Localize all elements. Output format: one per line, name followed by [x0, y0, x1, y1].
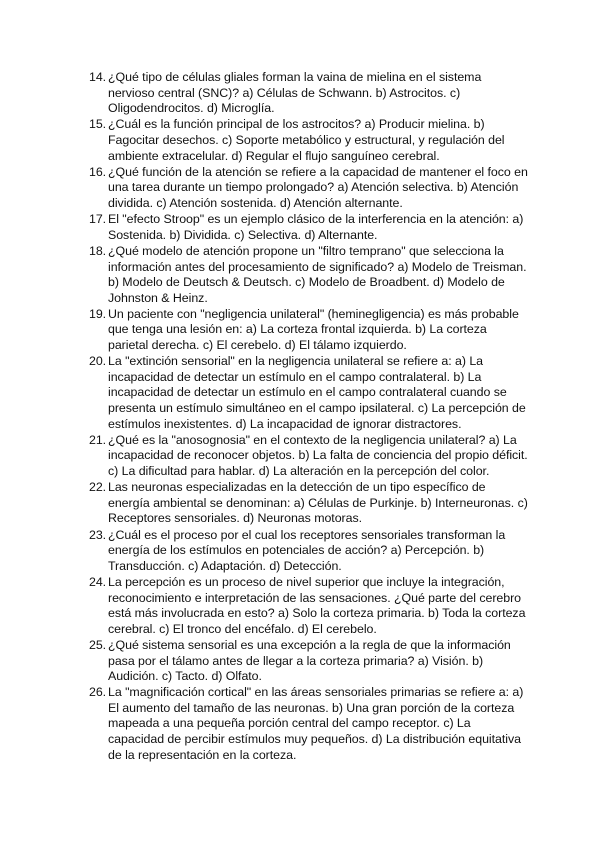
question-number: 14. — [89, 70, 107, 84]
question-text: Las neuronas especializadas en la detección de un tipo específico de energía ambiental se denominan: a) Células de Purkinje. b) Interneuronas. c) Receptores sensoriales. d) Neuronas motoras. — [108, 480, 528, 526]
question-number: 20. — [89, 354, 107, 369]
question-item-14 — [89, 70, 529, 117]
question-text: ¿Qué función de la atención se refiere a la capacidad de mantener el foco en una tarea durante un tiempo prolongado? a) Atención selectiva. b) Atención dividida. c) Atención sostenida. d) Atención alternante. — [108, 164, 528, 210]
question-text: ¿Qué sistema sensorial es una excepción a la regla de que la información pasa por el tálamo antes de llegar a la corteza primaria? a) Visión. b) Audición. c) Tacto. d) Olfato. — [108, 637, 511, 684]
question-item-25 — [89, 638, 529, 685]
question-item-19 — [89, 307, 529, 354]
question-number: 23. — [89, 527, 107, 542]
question-text: La "magnificación cortical" en las áreas sensoriales primarias se refiere a: a) El aumento del tamaño de las neuronas. b) Una gran porción de la corteza mapeada a una pequeña porción central del campo receptor. c) La capacidad de percibir estímulos muy pequeños. d) La distribución equitativa de la representación en la corteza. — [108, 685, 524, 762]
question-text: La percepción es un proceso de nivel superior que incluye la integración, reconocimiento e interpretación de las sensaciones. ¿Qué parte del cerebro está más involucrada en esto? a) Solo la corteza primaria. b) Toda la corteza cerebral. c) El tronco del encéfalo. d) El cerebelo. — [108, 574, 526, 636]
question-number: 24. — [89, 574, 107, 589]
question-item-15 — [89, 117, 529, 164]
question-text: Un paciente con "negligencia unilateral" (heminegligencia) es más probable que tenga una lesión en: a) La corteza frontal izquierda. b) La corteza parietal derecha. c) El cerebelo. d) El tálamo izquierdo. — [108, 306, 519, 353]
document-page — [89, 70, 529, 764]
question-number: 15. — [89, 117, 107, 132]
question-number: 26. — [89, 685, 107, 700]
question-text: ¿Cuál es la función principal de los astrocitos? a) Producir mielina. b) Fagocitar desechos. c) Soporte metabólico y estructural, y regulación del ambiente extracelular. d) Regular el flujo sanguíneo cerebral. — [108, 117, 505, 163]
question-text: La "extinción sensorial" en la negligencia unilateral se refiere a: a) La incapacidad de detectar un estímulo en el campo contralateral. b) La incapacidad de detectar un estímulo en el campo contralateral cuando se presenta un estímulo simultáneo en el campo ipsilateral. c) La percepción de estímulos inexistentes. d) La incapacidad de ignorar distractores. — [108, 354, 526, 431]
question-number: 19. — [89, 306, 107, 321]
question-item-18 — [89, 244, 529, 306]
question-item-23 — [89, 528, 529, 575]
question-number: 17. — [89, 212, 107, 227]
question-text: El "efecto Stroop" es un ejemplo clásico de la interferencia en la atención: a) Sostenida. b) Dividida. c) Selectiva. d) Alternante. — [108, 212, 524, 242]
question-item-22 — [89, 480, 529, 527]
question-number: 16. — [89, 164, 107, 179]
question-number: 18. — [89, 243, 107, 258]
question-item-26 — [89, 685, 529, 763]
question-item-24 — [89, 575, 529, 637]
question-text: ¿Cuál es el proceso por el cual los receptores sensoriales transforman la energía de los estímulos en potenciales de acción? a) Percepción. b) Transducción. c) Adaptación. d) Detección. — [108, 527, 506, 573]
question-item-21 — [89, 433, 529, 480]
question-number: 25. — [89, 637, 107, 652]
question-text: ¿Qué es la "anosognosia" en el contexto de la negligencia unilateral? a) La incapacidad de reconocer objetos. b) La falta de conciencia del propio déficit. c) La dificultad para hablar. d) La alteración en la percepción del color. — [108, 432, 528, 478]
question-item-17 — [89, 212, 529, 243]
question-item-16 — [89, 165, 529, 212]
question-number: 21. — [89, 432, 107, 447]
question-number: 22. — [89, 480, 107, 495]
question-text: ¿Qué tipo de células gliales forman la vaina de mielina en el sistema nervioso central (SNC)? a) Células de Schwann. b) Astrocitos. c) Oligodendrocitos. d) Microglía. — [108, 70, 482, 116]
question-item-20 — [89, 354, 529, 432]
question-text: ¿Qué modelo de atención propone un "filtro temprano" que selecciona la información antes del procesamiento de significado? a) Modelo de Treisman. b) Modelo de Deutsch & Deutsch. c) Modelo de Broadbent. d) Modelo de Johnston & Heinz. — [108, 243, 527, 305]
